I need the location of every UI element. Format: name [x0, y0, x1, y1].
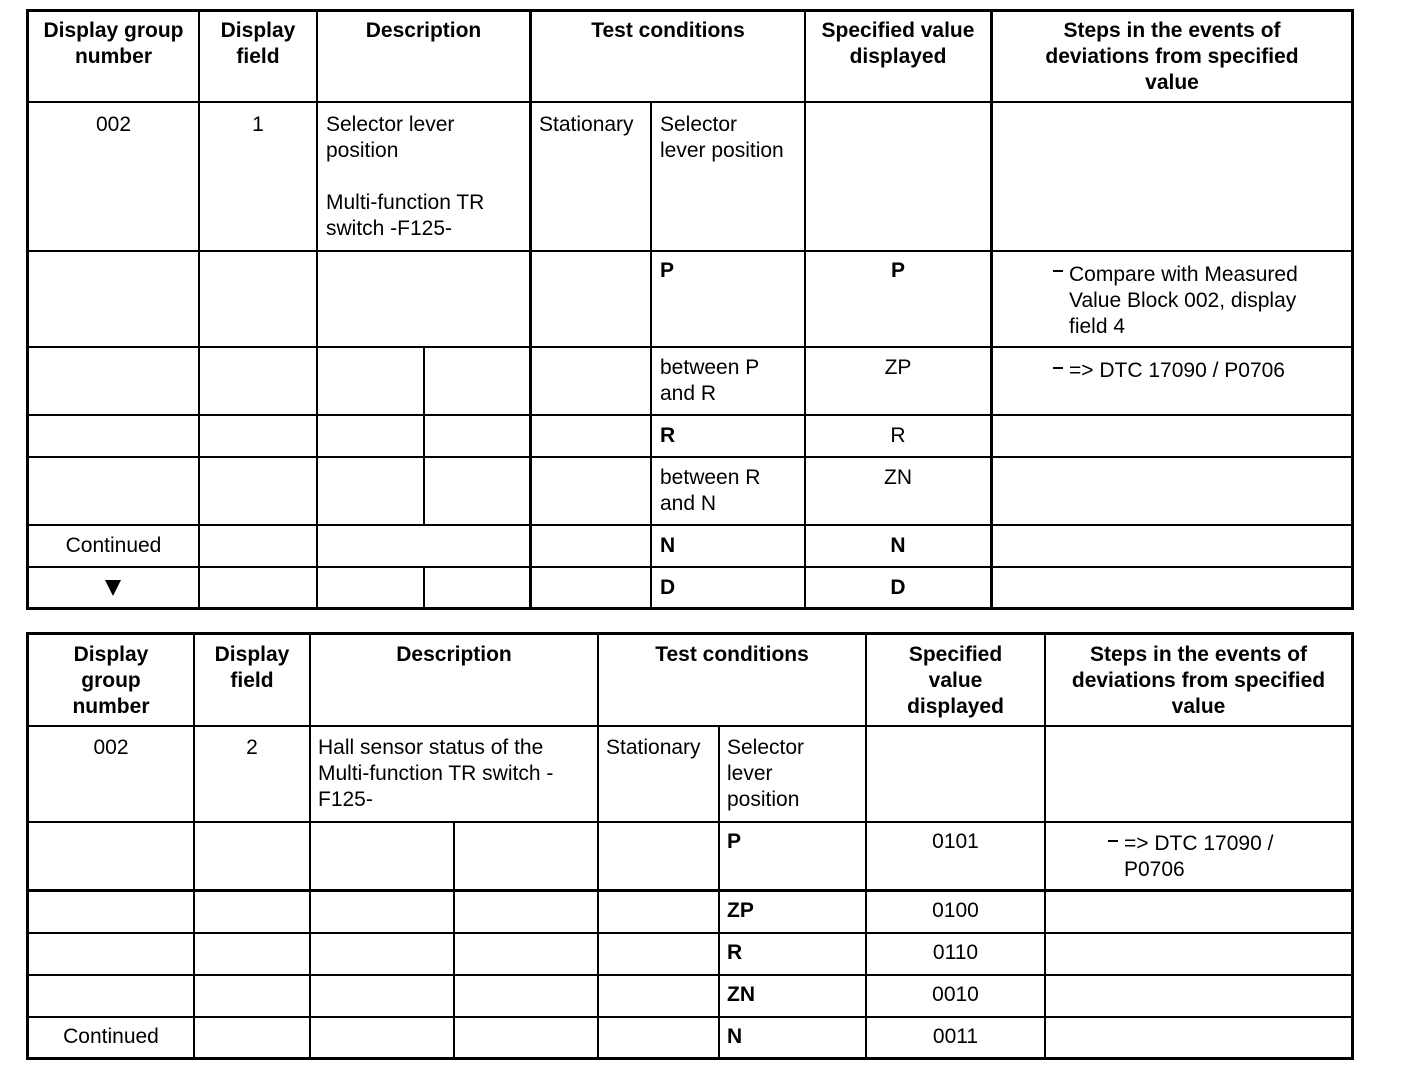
position-cell: N	[660, 534, 676, 557]
table-2-border	[193, 632, 195, 1060]
header-steps: Steps in the events of deviations from specified value	[1071, 643, 1326, 718]
table-1-border	[990, 9, 993, 610]
value-cell: 0011	[932, 1025, 979, 1048]
header-steps: Steps in the events of deviations from specified value	[1045, 19, 1299, 94]
display-field: 1	[252, 113, 264, 136]
header-test-conditions: Test conditions	[591, 19, 745, 42]
description-text: Hall sensor status of the Multi-function TR switch - F125-	[318, 736, 554, 811]
table-1-border	[423, 346, 425, 526]
value-cell: ZN	[884, 466, 912, 489]
table-2-border	[26, 974, 1354, 976]
step-cell: => DTC 17090 / P0706	[1069, 359, 1285, 382]
table-1-border	[26, 524, 1354, 526]
down-arrow-icon	[105, 580, 121, 596]
table-1-border	[650, 101, 652, 610]
header-group-number: Display group number	[43, 19, 184, 68]
table-2-border	[26, 1016, 1354, 1018]
table-1-border	[26, 414, 1354, 416]
table-2-border	[1351, 632, 1354, 1060]
table-2-border	[309, 632, 311, 1060]
header-description: Description	[396, 643, 512, 666]
value-cell: 0010	[932, 983, 979, 1006]
group-number: 002	[95, 113, 132, 136]
condition-detail: Selector lever position	[660, 113, 784, 162]
table-1-border	[26, 9, 1354, 12]
position-cell: N	[727, 1025, 743, 1048]
position-cell: P	[660, 259, 675, 282]
continued-label: Continued	[63, 1025, 159, 1048]
condition-stationary: Stationary	[539, 113, 634, 136]
table-1-border	[529, 9, 532, 610]
table-1-border	[26, 346, 1354, 348]
table-2-border	[26, 632, 1354, 635]
header-display-field: Display field	[220, 19, 296, 68]
bullet-dash-icon	[1108, 840, 1118, 842]
header-specified-value: Specified value displayed	[821, 19, 975, 68]
table-2-border	[26, 1057, 1354, 1060]
position-cell: P	[727, 830, 742, 853]
header-group-number: Display group number	[72, 643, 150, 718]
table-2-border	[26, 889, 1354, 892]
table-1-border	[26, 607, 1354, 610]
condition-detail: Selector lever position	[727, 736, 805, 811]
header-test-conditions: Test conditions	[655, 643, 809, 666]
table-1-border	[198, 9, 200, 610]
table-1-border	[804, 9, 806, 610]
position-cell: between R and N	[660, 466, 761, 515]
value-cell: 0100	[932, 899, 979, 922]
table-1-border	[26, 566, 1354, 568]
table-2-border	[718, 725, 720, 1060]
table-2-border	[26, 932, 1354, 934]
table-2-border	[26, 725, 1354, 727]
display-field: 2	[246, 736, 258, 759]
header-specified-value: Specified value displayed	[907, 643, 1004, 718]
table-2-border	[26, 821, 1354, 823]
bullet-dash-icon	[1053, 367, 1063, 369]
bullet-dash-icon	[1053, 270, 1063, 272]
value-cell: ZP	[884, 356, 912, 379]
value-cell: D	[890, 576, 906, 599]
table-2-border	[597, 632, 599, 1060]
description-text: Selector lever position Multi-function TR switch -F125-	[326, 113, 485, 240]
table-1-border	[26, 9, 29, 610]
table-1-border	[1351, 9, 1354, 610]
step-cell: => DTC 17090 / P0706	[1124, 832, 1274, 881]
position-cell: ZN	[727, 983, 755, 1006]
table-1-border	[26, 456, 1354, 458]
table-1-border	[316, 9, 318, 610]
table-1-border	[26, 250, 1354, 252]
value-cell: R	[890, 424, 906, 447]
value-cell: 0101	[932, 830, 979, 853]
table-2-border	[453, 821, 455, 1060]
group-number: 002	[93, 736, 129, 759]
position-cell: D	[660, 576, 676, 599]
table-1-border	[26, 101, 1354, 103]
table-1-border	[423, 566, 425, 610]
value-cell: P	[890, 259, 905, 282]
value-cell: N	[890, 534, 906, 557]
position-cell: between P and R	[660, 356, 760, 405]
step-cell: Compare with Measured Value Block 002, display field 4	[1069, 263, 1298, 338]
position-cell: R	[727, 941, 743, 964]
position-cell: R	[660, 424, 676, 447]
header-display-field: Display field	[214, 643, 290, 692]
header-description: Description	[365, 19, 482, 42]
position-cell: ZP	[727, 899, 754, 922]
value-cell: 0110	[932, 941, 979, 964]
continued-label: Continued	[65, 534, 162, 557]
condition-stationary: Stationary	[606, 736, 701, 759]
